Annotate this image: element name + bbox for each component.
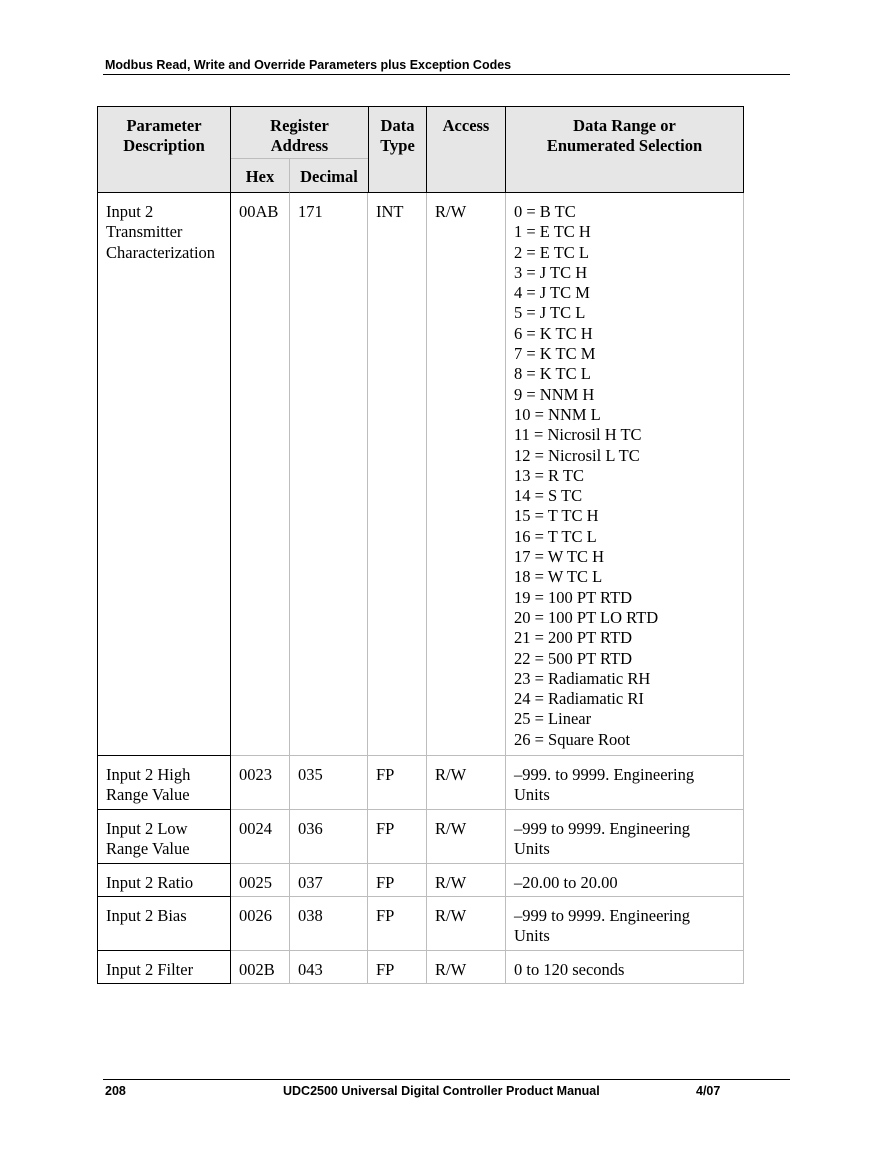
row-5-description: Input 2 Bias [97,897,231,951]
row-4-access: R/W [427,864,506,897]
row-1-hex: 00AB [231,193,290,756]
row-5-access: R/W [427,897,506,951]
row-4-decimal: 037 [290,864,368,897]
row-2-access: R/W [427,756,506,810]
row-6-hex: 002B [231,951,290,984]
row-6-description: Input 2 Filter [97,951,231,984]
row-2-data-type: FP [368,756,427,810]
running-header: Modbus Read, Write and Override Parameters plus Exception Codes [105,58,512,72]
row-2-description: Input 2 High Range Value [97,756,231,810]
row-5-data-range: –999 to 9999. Engineering Units [506,897,744,951]
row-3-hex: 0024 [231,810,290,864]
header-register-address: Register Address [231,106,368,159]
revision-date: 4/07 [696,1084,721,1098]
row-3-description: Input 2 Low Range Value [97,810,231,864]
header-hex: Hex [231,159,290,193]
row-4-data-range: –20.00 to 20.00 [506,864,744,897]
row-4-hex: 0025 [231,864,290,897]
row-3-access: R/W [427,810,506,864]
header-parameter-description: Parameter Description [97,106,231,193]
row-6-data-range: 0 to 120 seconds [506,951,744,984]
row-6-access: R/W [427,951,506,984]
header-access: Access [427,106,506,193]
row-1-description: Input 2 Transmitter Characterization [97,193,231,756]
row-5-hex: 0026 [231,897,290,951]
row-5-decimal: 038 [290,897,368,951]
row-1-data-type: INT [368,193,427,756]
row-4-data-type: FP [368,864,427,897]
row-6-data-type: FP [368,951,427,984]
footer-rule [103,1079,790,1080]
row-3-data-range: –999 to 9999. Engineering Units [506,810,744,864]
manual-title: UDC2500 Universal Digital Controller Product Manual [283,1084,600,1098]
row-1-data-range: 0 = B TC 1 = E TC H 2 = E TC L 3 = J TC H 4 = J TC M 5 = J TC L 6 = K TC H 7 = K TC M 8 = K TC L 9 = NNM H 10 = NNM L 11 = Nicrosil H TC 12 = Nicrosil L TC 13 = R TC 14 = S TC 15 = T TC H 16 = T TC L 17 = W TC H 18 = W TC L 19 = 100 PT RTD 20 = 100 PT LO RTD 21 = 200 PT RTD 22 = 500 PT RTD 23 = Radiamatic RH 24 = Radiamatic RI 25 = Linear 26 = Square Root [506,193,744,756]
row-2-data-range: –999. to 9999. Engineering Units [506,756,744,810]
row-6-decimal: 043 [290,951,368,984]
row-2-hex: 0023 [231,756,290,810]
header-data-range: Data Range or Enumerated Selection [506,106,744,193]
header-decimal: Decimal [290,159,368,193]
page-number: 208 [105,1084,126,1098]
row-2-decimal: 035 [290,756,368,810]
row-4-description: Input 2 Ratio [97,864,231,897]
header-rule [103,74,790,75]
row-5-data-type: FP [368,897,427,951]
row-3-data-type: FP [368,810,427,864]
row-3-decimal: 036 [290,810,368,864]
row-1-access: R/W [427,193,506,756]
row-1-decimal: 171 [290,193,368,756]
header-data-type: Data Type [368,106,427,193]
